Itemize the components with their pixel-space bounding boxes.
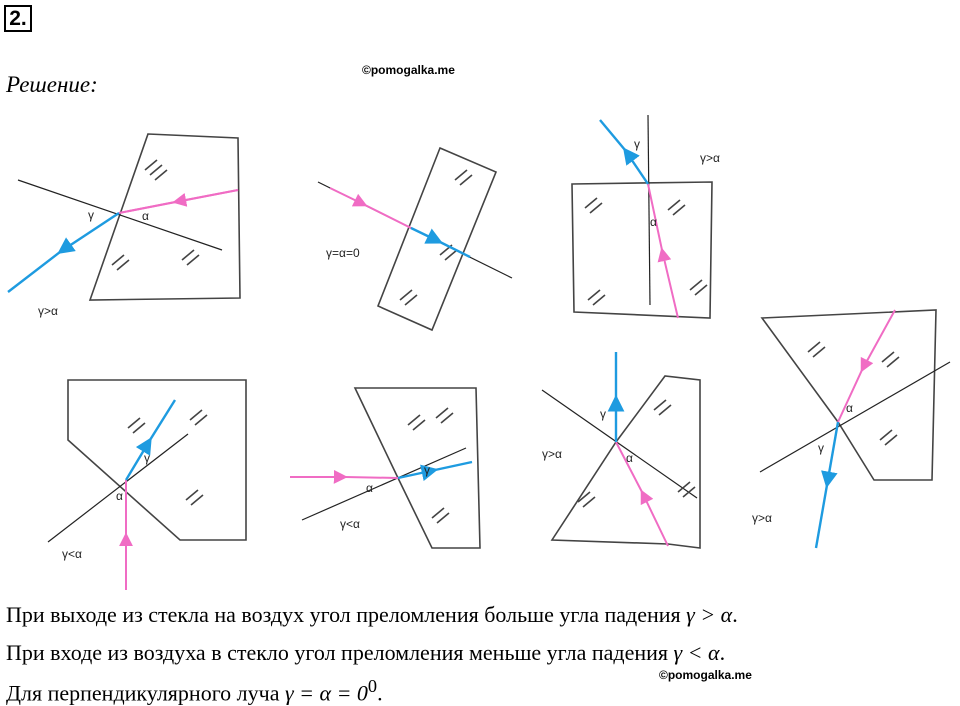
alpha-label: α — [650, 215, 657, 229]
line-2-end: . — [719, 640, 726, 665]
figure-6 — [542, 352, 700, 548]
line-1-end: . — [732, 602, 738, 627]
line-3-math: γ = α = 0 — [285, 680, 368, 706]
line-3-text: Для перпендикулярного луча — [6, 680, 285, 706]
text-line-1 — [6, 602, 738, 628]
watermark-bottom: ©pomogalka.me — [659, 668, 752, 682]
angle-relation: γ>α — [38, 304, 58, 318]
angle-relation: γ>α — [700, 151, 720, 165]
line-3-end: . — [377, 680, 383, 706]
figure-5 — [290, 388, 480, 548]
gamma-label: γ — [144, 451, 150, 465]
figure-1 — [8, 134, 240, 318]
normal-line — [18, 180, 222, 250]
gamma-label: γ — [88, 208, 94, 222]
problem-number: 2. — [4, 5, 32, 32]
figure-3 — [572, 115, 720, 318]
alpha-label: α — [116, 489, 123, 503]
solution-label: Решение: — [6, 72, 98, 97]
angle-relation: γ>α — [752, 511, 772, 525]
line-1-text: При выходе из стекла на воздух угол преломления больше угла падения — [6, 602, 687, 627]
line-3-sup: 0 — [367, 676, 378, 696]
angle-relation: γ<α — [340, 517, 360, 531]
line-1-math: γ > α — [686, 602, 733, 627]
watermark-top: ©pomogalka.me — [362, 63, 455, 77]
line-2-math: γ < α — [673, 640, 720, 665]
alpha-label: α — [142, 209, 149, 223]
angle-relation: γ>α — [542, 447, 562, 461]
figure-2 — [318, 148, 512, 330]
alpha-label: α — [846, 401, 853, 415]
gamma-label: γ — [600, 407, 606, 421]
figure-4 — [48, 380, 246, 590]
alpha-label: α — [626, 451, 633, 465]
text-line-3 — [6, 676, 383, 706]
gamma-label: γ — [424, 463, 430, 477]
angle-relation: γ=α=0 — [326, 246, 360, 260]
gamma-label: γ — [634, 137, 640, 151]
refraction-diagrams — [0, 100, 960, 600]
line-2-text: При входе из воздуха в стекло угол преломления меньше угла падения — [6, 640, 674, 665]
figure-7 — [752, 310, 950, 548]
angle-relation: γ<α — [62, 547, 82, 561]
alpha-label: α — [366, 481, 373, 495]
gamma-label: γ — [818, 441, 824, 455]
text-line-2 — [6, 640, 725, 666]
